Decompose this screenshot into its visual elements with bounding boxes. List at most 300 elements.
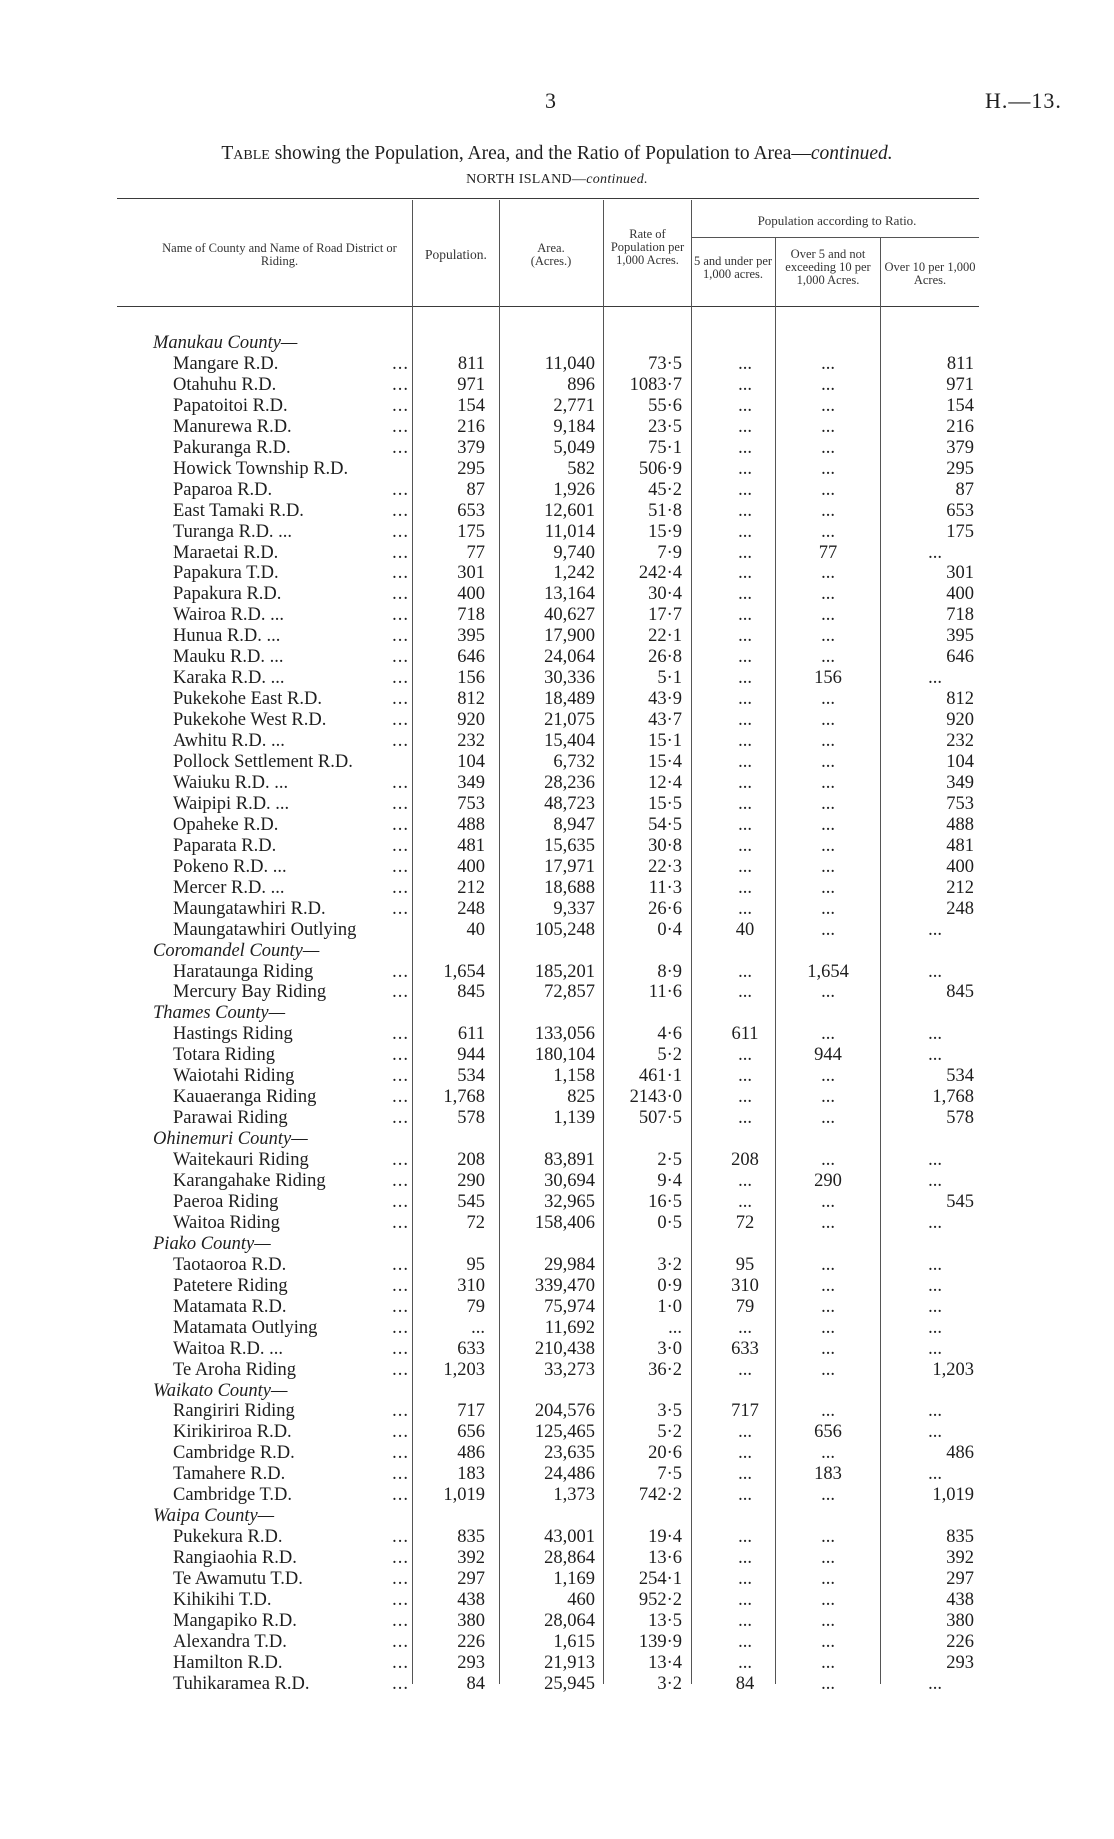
district-name: Otahuhu R.D. [173, 375, 277, 395]
area-cell: 204,576 [534, 1401, 595, 1421]
under-5-cell: ... [738, 668, 752, 688]
over-10-cell: ... [928, 1318, 942, 1338]
under-5-cell: 72 [735, 1213, 755, 1233]
leader-dots: ... [392, 1632, 409, 1652]
rate-cell: 55·6 [648, 396, 682, 416]
table-row [0, 752, 1114, 773]
document-reference: H.—13. [985, 88, 1062, 113]
county-heading-row [0, 1506, 1114, 1527]
area-cell: 11,692 [544, 1318, 595, 1338]
over-10-cell: ... [928, 1339, 942, 1359]
rate-cell: 5·2 [657, 1422, 682, 1442]
under-5-cell: ... [738, 982, 752, 1002]
area-cell: 18,688 [544, 878, 595, 898]
table-row [0, 710, 1114, 731]
rate-cell: 15·5 [648, 794, 682, 814]
population-cell: 845 [457, 982, 485, 1002]
area-cell: 9,740 [553, 543, 595, 563]
population-cell: 1,768 [443, 1087, 485, 1107]
county-name: Manukau County— [153, 333, 298, 353]
five-to-ten-cell: ... [821, 1590, 835, 1610]
five-to-ten-cell: ... [821, 354, 835, 374]
county-name: Waikato County— [153, 1381, 288, 1401]
population-cell: 481 [457, 836, 485, 856]
under-5-cell: ... [738, 1632, 752, 1652]
under-5-cell: ... [738, 731, 752, 751]
leader-dots: ... [392, 1276, 409, 1296]
area-cell: 15,635 [544, 836, 595, 856]
table-row [0, 1443, 1114, 1464]
leader-dots: ... [392, 1422, 409, 1442]
district-name: Wairoa R.D. ... [173, 605, 285, 625]
district-name: Matamata Outlying [173, 1318, 318, 1338]
under-5-cell: ... [738, 647, 752, 667]
over-10-cell: ... [928, 962, 942, 982]
district-name: Waitoa Riding [173, 1213, 280, 1233]
district-name: Paeroa Riding [173, 1192, 279, 1212]
district-name: Te Awamutu T.D. [173, 1569, 303, 1589]
over-10-cell: ... [928, 1464, 942, 1484]
over-10-cell: ... [928, 1024, 942, 1044]
rate-cell: 1·0 [657, 1297, 682, 1317]
district-name: Maraetai R.D. [173, 543, 279, 563]
area-cell: 25,945 [544, 1674, 595, 1694]
over-10-cell: 216 [946, 417, 974, 437]
district-name: Mercury Bay Riding [173, 982, 327, 1002]
district-name: Waitoa R.D. ... [173, 1339, 284, 1359]
leader-dots: ... [392, 1569, 409, 1589]
population-cell: 295 [457, 459, 485, 479]
area-cell: 17,971 [544, 857, 595, 877]
table-row [0, 1464, 1114, 1485]
district-name: Kihikihi T.D. [173, 1590, 272, 1610]
table-row [0, 1569, 1114, 1590]
population-cell: 633 [457, 1339, 485, 1359]
five-to-ten-cell: ... [821, 815, 835, 835]
population-cell: 248 [457, 899, 485, 919]
five-to-ten-cell: ... [821, 584, 835, 604]
under-5-cell: ... [738, 417, 752, 437]
area-cell: 9,337 [553, 899, 595, 919]
rate-cell: 742·2 [638, 1485, 682, 1505]
rate-cell: 13·5 [648, 1611, 682, 1631]
county-heading-row [0, 941, 1114, 962]
over-10-cell: ... [928, 920, 942, 940]
header-population: Population. [425, 247, 487, 262]
under-5-cell: ... [738, 1318, 752, 1338]
leader-dots: ... [392, 962, 409, 982]
header-5-to-10: Over 5 and not exceeding 10 per 1,000 Acres. [785, 247, 871, 287]
rate-cell: 3·2 [657, 1255, 682, 1275]
five-to-ten-cell: 156 [814, 668, 842, 688]
table-row [0, 1590, 1114, 1611]
under-5-cell: ... [738, 1485, 752, 1505]
rate-cell: 13·4 [648, 1653, 682, 1673]
population-cell: 154 [457, 396, 485, 416]
five-to-ten-cell: ... [821, 1611, 835, 1631]
five-to-ten-cell: 1,654 [807, 962, 849, 982]
over-10-cell: 226 [946, 1632, 974, 1652]
under-5-cell: ... [738, 752, 752, 772]
area-cell: 582 [567, 459, 595, 479]
rate-cell: 15·1 [648, 731, 682, 751]
leader-dots: ... [392, 1443, 409, 1463]
area-cell: 133,056 [534, 1024, 595, 1044]
district-name: Pukekura R.D. [173, 1527, 283, 1547]
district-name: Hunua R.D. ... [173, 626, 281, 646]
district-name: Papatoitoi R.D. [173, 396, 288, 416]
leader-dots: ... [392, 857, 409, 877]
district-name: Maungatawhiri R.D. [173, 899, 326, 919]
population-cell: ... [471, 1318, 485, 1338]
table-row [0, 1066, 1114, 1087]
area-cell: 1,615 [553, 1632, 595, 1652]
area-cell: 30,336 [544, 668, 595, 688]
district-name: Tamahere R.D. [173, 1464, 286, 1484]
leader-dots: ... [392, 1590, 409, 1610]
area-cell: 21,913 [544, 1653, 595, 1673]
population-cell: 718 [457, 605, 485, 625]
population-cell: 1,019 [443, 1485, 485, 1505]
population-cell: 216 [457, 417, 485, 437]
five-to-ten-cell: ... [821, 1443, 835, 1463]
under-5-cell: ... [738, 1548, 752, 1568]
rate-cell: 9·4 [657, 1171, 682, 1191]
district-name: Matamata R.D. [173, 1297, 287, 1317]
district-name: Pollock Settlement R.D. [173, 752, 353, 772]
table-row [0, 1150, 1114, 1171]
under-5-cell: ... [738, 1066, 752, 1086]
area-cell: 185,201 [534, 962, 595, 982]
over-10-cell: 481 [946, 836, 974, 856]
five-to-ten-cell: ... [821, 1066, 835, 1086]
leader-dots: ... [392, 605, 409, 625]
population-cell: 40 [466, 920, 485, 940]
rate-cell: 13·6 [648, 1548, 682, 1568]
table-row [0, 689, 1114, 710]
table-row [0, 1276, 1114, 1297]
area-cell: 1,926 [553, 480, 595, 500]
table-row [0, 501, 1114, 522]
district-name: East Tamaki R.D. [173, 501, 304, 521]
over-10-cell: 297 [946, 1569, 974, 1589]
five-to-ten-cell: ... [821, 1485, 835, 1505]
over-10-cell: ... [928, 1422, 942, 1442]
table-row [0, 647, 1114, 668]
five-to-ten-cell: 77 [818, 543, 838, 563]
leader-dots: ... [392, 773, 409, 793]
area-cell: 105,248 [534, 920, 595, 940]
district-name: Rangiaohia R.D. [173, 1548, 297, 1568]
leader-dots: ... [392, 899, 409, 919]
population-cell: 653 [457, 501, 485, 521]
rate-cell: 2143·0 [629, 1087, 682, 1107]
district-name: Parawai Riding [173, 1108, 288, 1128]
table-row [0, 1611, 1114, 1632]
area-cell: 5,049 [553, 438, 595, 458]
five-to-ten-cell: ... [821, 710, 835, 730]
five-to-ten-cell: 183 [814, 1464, 842, 1484]
county-heading-row [0, 1003, 1114, 1024]
under-5-cell: 310 [731, 1276, 759, 1296]
table-row [0, 1255, 1114, 1276]
over-10-cell: 812 [946, 689, 974, 709]
over-10-cell: 175 [946, 522, 974, 542]
district-name: Paparoa R.D. [173, 480, 273, 500]
district-name: Mercer R.D. ... [173, 878, 285, 898]
table-row [0, 982, 1114, 1003]
population-cell: 486 [457, 1443, 485, 1463]
five-to-ten-cell: ... [821, 752, 835, 772]
rate-cell: 1083·7 [629, 375, 682, 395]
under-5-cell: ... [738, 1108, 752, 1128]
county-name: Waipa County— [153, 1506, 275, 1526]
over-10-cell: 578 [946, 1108, 974, 1128]
district-name: Karaka R.D. ... [173, 668, 285, 688]
page-number: 3 [545, 88, 556, 113]
header-bottom-rule [117, 306, 979, 307]
rate-cell: 254·1 [638, 1569, 682, 1589]
area-cell: 210,438 [534, 1339, 595, 1359]
table-row [0, 1213, 1114, 1234]
subtitle-main: NORTH ISLAND— [466, 172, 587, 187]
district-name: Cambridge T.D. [173, 1485, 293, 1505]
five-to-ten-cell: ... [821, 1360, 835, 1380]
area-cell: 8,947 [553, 815, 595, 835]
over-10-cell: ... [928, 1401, 942, 1421]
over-10-cell: 248 [946, 899, 974, 919]
leader-dots: ... [392, 836, 409, 856]
leader-dots: ... [392, 1485, 409, 1505]
rate-cell: 0·5 [657, 1213, 682, 1233]
district-name: Opaheke R.D. [173, 815, 279, 835]
five-to-ten-cell: 944 [814, 1045, 842, 1065]
header-ratio-group: Population according to Ratio. [757, 213, 917, 228]
district-name: Kauaeranga Riding [173, 1087, 317, 1107]
area-cell: 180,104 [534, 1045, 595, 1065]
under-5-cell: ... [738, 1360, 752, 1380]
under-5-cell: ... [738, 1171, 752, 1191]
over-10-cell: ... [928, 668, 942, 688]
district-name: Patetere Riding [173, 1276, 288, 1296]
population-cell: 380 [457, 1611, 485, 1631]
over-10-cell: 753 [946, 794, 974, 814]
under-5-cell: ... [738, 1087, 752, 1107]
five-to-ten-cell: ... [821, 878, 835, 898]
under-5-cell: 208 [731, 1150, 759, 1170]
over-10-cell: 392 [946, 1548, 974, 1568]
population-cell: 226 [457, 1632, 485, 1652]
leader-dots: ... [392, 522, 409, 542]
under-5-cell: ... [738, 1527, 752, 1547]
over-10-cell: ... [928, 543, 942, 563]
over-10-cell: 646 [946, 647, 974, 667]
rate-cell: 30·4 [648, 584, 682, 604]
table-row [0, 1653, 1114, 1674]
area-cell: 72,857 [544, 982, 595, 1002]
over-10-cell: 534 [946, 1066, 974, 1086]
population-cell: 400 [457, 857, 485, 877]
leader-dots: ... [392, 501, 409, 521]
rate-cell: 26·6 [648, 899, 682, 919]
over-10-cell: ... [928, 1276, 942, 1296]
leader-dots: ... [392, 982, 409, 1002]
area-cell: 125,465 [534, 1422, 595, 1442]
leader-dots: ... [392, 1150, 409, 1170]
under-5-cell: ... [738, 563, 752, 583]
area-cell: 28,864 [544, 1548, 595, 1568]
under-5-cell: ... [738, 1192, 752, 1212]
leader-dots: ... [392, 417, 409, 437]
five-to-ten-cell: ... [821, 982, 835, 1002]
leader-dots: ... [392, 647, 409, 667]
five-to-ten-cell: ... [821, 1569, 835, 1589]
district-name: Howick Township R.D. [173, 459, 349, 479]
leader-dots: ... [392, 1297, 409, 1317]
over-10-cell: 1,203 [932, 1360, 974, 1380]
under-5-cell: ... [738, 1464, 752, 1484]
population-cell: 310 [457, 1276, 485, 1296]
under-5-cell: ... [738, 962, 752, 982]
header-area: Area. (Acres.) [530, 241, 572, 268]
under-5-cell: ... [738, 689, 752, 709]
leader-dots: ... [392, 1213, 409, 1233]
county-heading-row [0, 1129, 1114, 1150]
population-cell: 578 [457, 1108, 485, 1128]
over-10-cell: 1,019 [932, 1485, 974, 1505]
under-5-cell: ... [738, 1443, 752, 1463]
rate-cell: 242·4 [638, 563, 682, 583]
five-to-ten-cell: ... [821, 417, 835, 437]
under-5-cell: ... [738, 354, 752, 374]
rate-cell: 36·2 [648, 1360, 682, 1380]
table-row [0, 1318, 1114, 1339]
district-name: Cambridge R.D. [173, 1443, 295, 1463]
under-5-cell: 717 [731, 1401, 759, 1421]
district-name: Papakura T.D. [173, 563, 279, 583]
five-to-ten-cell: ... [821, 1401, 835, 1421]
five-to-ten-cell: ... [821, 1339, 835, 1359]
five-to-ten-cell: ... [821, 899, 835, 919]
under-5-cell: ... [738, 899, 752, 919]
district-name: Papakura R.D. [173, 584, 282, 604]
leader-dots: ... [392, 1339, 409, 1359]
area-cell: 896 [567, 375, 595, 395]
rate-cell: 507·5 [638, 1108, 682, 1128]
leader-dots: ... [392, 668, 409, 688]
area-cell: 18,489 [544, 689, 595, 709]
over-10-cell: 380 [946, 1611, 974, 1631]
leader-dots: ... [392, 1171, 409, 1191]
area-cell: 28,064 [544, 1611, 595, 1631]
table-row [0, 920, 1114, 941]
rate-cell: 5·1 [657, 668, 682, 688]
under-5-cell: ... [738, 794, 752, 814]
table-row [0, 962, 1114, 983]
district-name: Karangahake Riding [173, 1171, 326, 1191]
county-name: Ohinemuri County— [153, 1129, 308, 1149]
county-name: Piako County— [153, 1234, 271, 1254]
leader-dots: ... [392, 1087, 409, 1107]
rate-cell: 45·2 [648, 480, 682, 500]
rate-cell: 15·9 [648, 522, 682, 542]
rate-cell: 16·5 [648, 1192, 682, 1212]
district-name: Kirikiriroa R.D. [173, 1422, 292, 1442]
district-name: Mangare R.D. [173, 354, 279, 374]
under-5-cell: ... [738, 459, 752, 479]
district-name: Pukekohe West R.D. [173, 710, 327, 730]
population-cell: 944 [457, 1045, 485, 1065]
area-cell: 33,273 [544, 1360, 595, 1380]
table-row [0, 857, 1114, 878]
leader-dots: ... [392, 731, 409, 751]
title-main: showing the Population, Area, and the Ratio of Population to Area— [269, 143, 811, 164]
leader-dots: ... [392, 396, 409, 416]
population-cell: 812 [457, 689, 485, 709]
leader-dots: ... [392, 1464, 409, 1484]
leader-dots: ... [392, 815, 409, 835]
under-5-cell: ... [738, 1569, 752, 1589]
five-to-ten-cell: ... [821, 605, 835, 625]
under-5-cell: ... [738, 878, 752, 898]
population-cell: 1,203 [443, 1360, 485, 1380]
leader-dots: ... [392, 563, 409, 583]
population-cell: 212 [457, 878, 485, 898]
over-10-cell: 488 [946, 815, 974, 835]
population-cell: 379 [457, 438, 485, 458]
table-row [0, 1045, 1114, 1066]
under-5-cell: ... [738, 584, 752, 604]
area-cell: 30,694 [544, 1171, 595, 1191]
over-10-cell: ... [928, 1213, 942, 1233]
population-cell: 156 [457, 668, 485, 688]
leader-dots: ... [392, 1527, 409, 1547]
under-5-cell: 79 [735, 1297, 755, 1317]
area-cell: 83,891 [544, 1150, 595, 1170]
rate-cell: 4·6 [657, 1024, 682, 1044]
area-cell: 158,406 [534, 1213, 595, 1233]
under-5-cell: ... [738, 438, 752, 458]
under-5-cell: ... [738, 710, 752, 730]
rate-cell: 73·5 [648, 354, 682, 374]
five-to-ten-cell: ... [821, 563, 835, 583]
county-heading-row [0, 1234, 1114, 1255]
rate-cell: 19·4 [648, 1527, 682, 1547]
under-5-cell: 84 [735, 1674, 755, 1694]
leader-dots: ... [392, 1611, 409, 1631]
under-5-cell: ... [738, 522, 752, 542]
five-to-ten-cell: ... [821, 773, 835, 793]
under-5-cell: ... [738, 1611, 752, 1631]
area-cell: 1,158 [553, 1066, 595, 1086]
over-10-cell: 438 [946, 1590, 974, 1610]
rate-cell: 22·3 [648, 857, 682, 877]
district-name: Awhitu R.D. ... [173, 731, 285, 751]
table-row [0, 354, 1114, 375]
district-name: Waitekauri Riding [173, 1150, 309, 1170]
leader-dots: ... [392, 1401, 409, 1421]
leader-dots: ... [392, 1108, 409, 1128]
population-cell: 753 [457, 794, 485, 814]
leader-dots: ... [392, 1255, 409, 1275]
title-continued: continued. [810, 143, 893, 164]
population-cell: 301 [457, 563, 485, 583]
rate-cell: 51·8 [648, 501, 682, 521]
header-name: Name of County and Name of Road District or Riding. [162, 241, 397, 268]
rate-cell: 11·6 [648, 982, 682, 1002]
table-row [0, 815, 1114, 836]
rate-cell: 23·5 [648, 417, 682, 437]
